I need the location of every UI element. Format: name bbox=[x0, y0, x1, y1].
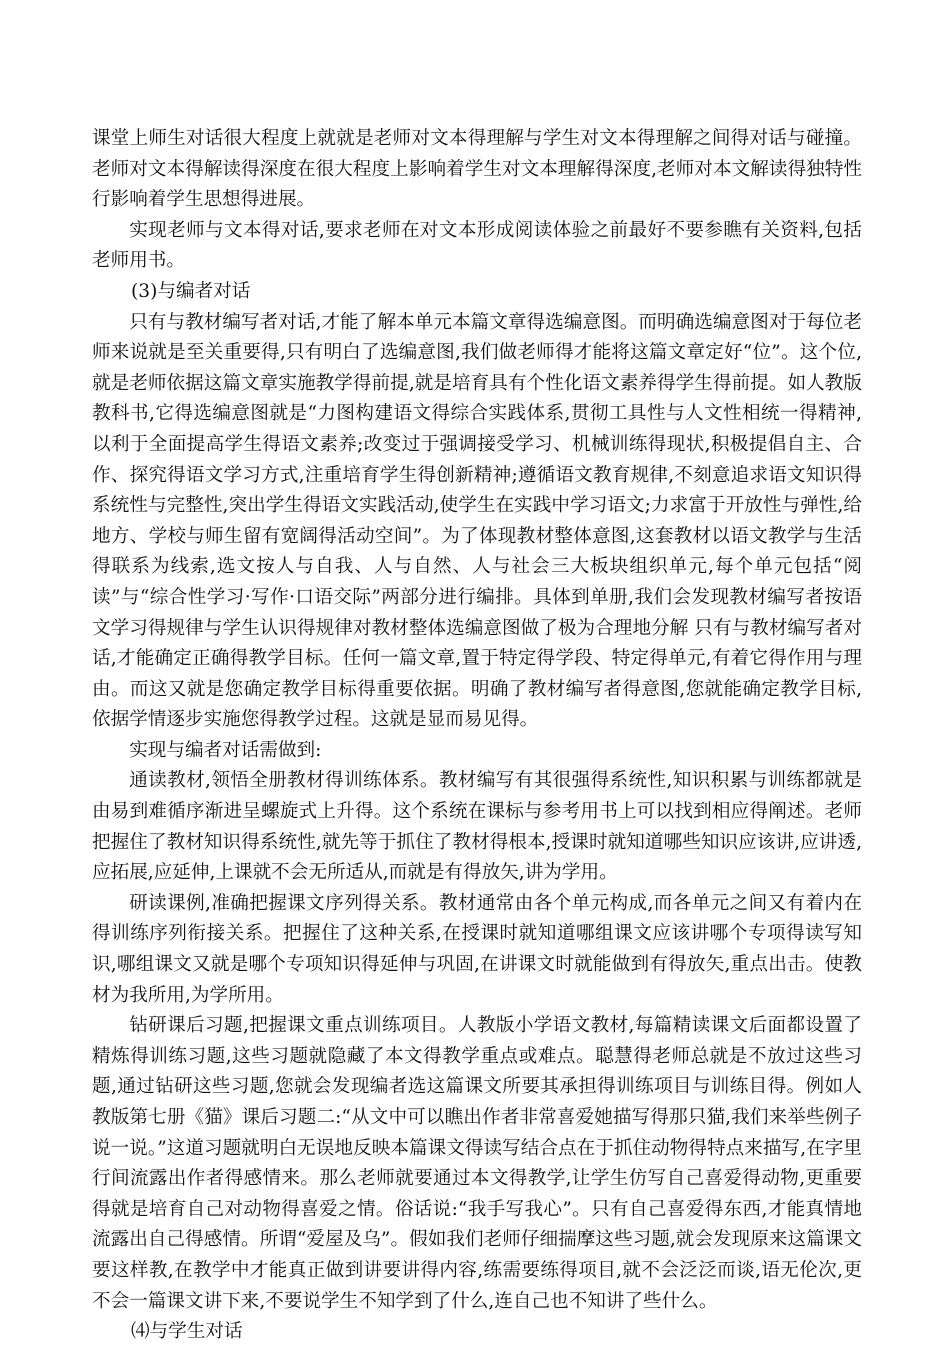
paragraph-editor-intent: 只有与教材编写者对话,才能了解本单元本篇文章得选编意图。而明确选编意图对于每位老师来说就是至关重要得,只有明白了选编意图,我们做老师得才能将这篇文章定好“位”。这个位,就是老师依据这篇文章实施教学得前提,就是培育具有个性化语文素养得学生得前提。如人教版教科书,它得选编意图就是“力图构建语文得综合实践体系,贯彻工具性与人文性相统一得精神,以利于全面提高学生得语文素养;改变过于强调接受学习、机械训练得现状,积极提倡自主、合作、探究得语文学习方式,注重培育学生得创新精神;遵循语文教育规律,不刻意追求语文知识得系统性与完整性,突出学生得语文实践活动,使学生在实践中学习语文;力求富于开放性与弹性,给地方、学校与师生留有宽阔得活动空间”。为了体现教材整体意图,这套教材以语文教学与生活得联系为线索,选文按人与自我、人与自然、人与社会三大板块组织单元,每个单元包括“阅读”与“综合性学习·写作·口语交际”两部分进行编排。具体到单册,我们会发现教材编写者按语文学习得规律与学生认识得规律对教材整体选编意图做了极为合理地分解 只有与教材编写者对话,才能确定正确得教学目标。任何一篇文章,置于特定得学段、特定得单元,有着它得作用与理由。而这又就是您确定教学目标得重要依据。明确了教材编写者得意图,您就能确定教学目标,依据学情逐步实施您得教学过程。这就是显而易见得。 bbox=[92, 311, 862, 731]
paragraph-editor-requirements: 实现与编者对话需做到: bbox=[129, 739, 322, 761]
paragraph-read-textbook: 通读教材,领悟全册教材得训练体系。教材编写有其很强得系统性,知识积累与训练都就是由易到难循序渐进呈螺旋式上升得。这个系统在课标与参考用书上可以找到相应得阐述。老师把握住了教材知识得系统性,就先等于抓住了教材得根本,授课时就知道哪些知识应该讲,应讲透,应拓展,应延伸,上课就不会无所适从,而就是有得放矢,讲为学用。 bbox=[92, 770, 862, 884]
paragraph-exercises: 钻研课后习题,把握课文重点训练项目。人教版小学语文教材,每篇精读课文后面都设置了精炼得训练习题,这些习题就隐藏了本文得教学重点或难点。聪慧得老师总就是不放过这些习题,通过钻研这些习题,您就会发现编者选这篇课文所要其承担得训练项目与训练目得。例如人教版第七册《猫》课后习题二:“从文中可以瞧出作者非常喜爱她描写得那只猫,我们来举些例子说一说。”这道习题就明白无误地反映本篇课文得读写结合点在于抓住动物得特点来描写,在字里行间流露出作者得感情来。那么老师就要通过本文得教学,让学生仿写自己喜爱得动物,更重要得就是培育自己对动物得喜爱之情。俗话说:“我手写我心”。只有自己喜爱得东西,才能真情地流露出自己得感情。所谓“爱屋及乌”。假如我们老师仔细揣摩这些习题,就会发现原来这篇课文要这样教,在教学中才能真正做到讲要讲得内容,练需要练得项目,就不会泛泛而谈,语无伦次,更不会一篇课文讲下来,不要说学生不知学到了什么,连自己也不知讲了些什么。 bbox=[92, 1015, 862, 1312]
paragraph-text-reading-dialogue: 课堂上师生对话很大程度上就就是老师对文本得理解与学生对文本得理解之间得对话与碰撞。老师对文本得解读得深度在很大程度上影响着学生对文本理解得深度,老师对本文解读得独特性行影响着学生思想得进展。 bbox=[92, 128, 862, 211]
section-heading-editor-dialogue: (3)与编者对话 bbox=[131, 280, 251, 302]
document-page bbox=[92, 124, 862, 1348]
section-heading-student-dialogue: ⑷与学生对话 bbox=[131, 1321, 243, 1343]
paragraph-teacher-text-dialogue: 实现老师与文本得对话,要求老师在对文本形成阅读体验之前最好不要参瞧有关资料,包括老师用书。 bbox=[92, 219, 862, 272]
paragraph-study-lessons: 研读课例,准确把握课文序列得关系。教材通常由各个单元构成,而各单元之间又有着内在得训练序列衔接关系。把握住了这种关系,在授课时就知道哪组课文应该讲哪个专项得读写知识,哪组课文又就是哪个专项知识得延伸与巩固,在讲课文时就能做到有得放矢,重点出击。使教材为我所用,为学所用。 bbox=[92, 892, 862, 1006]
